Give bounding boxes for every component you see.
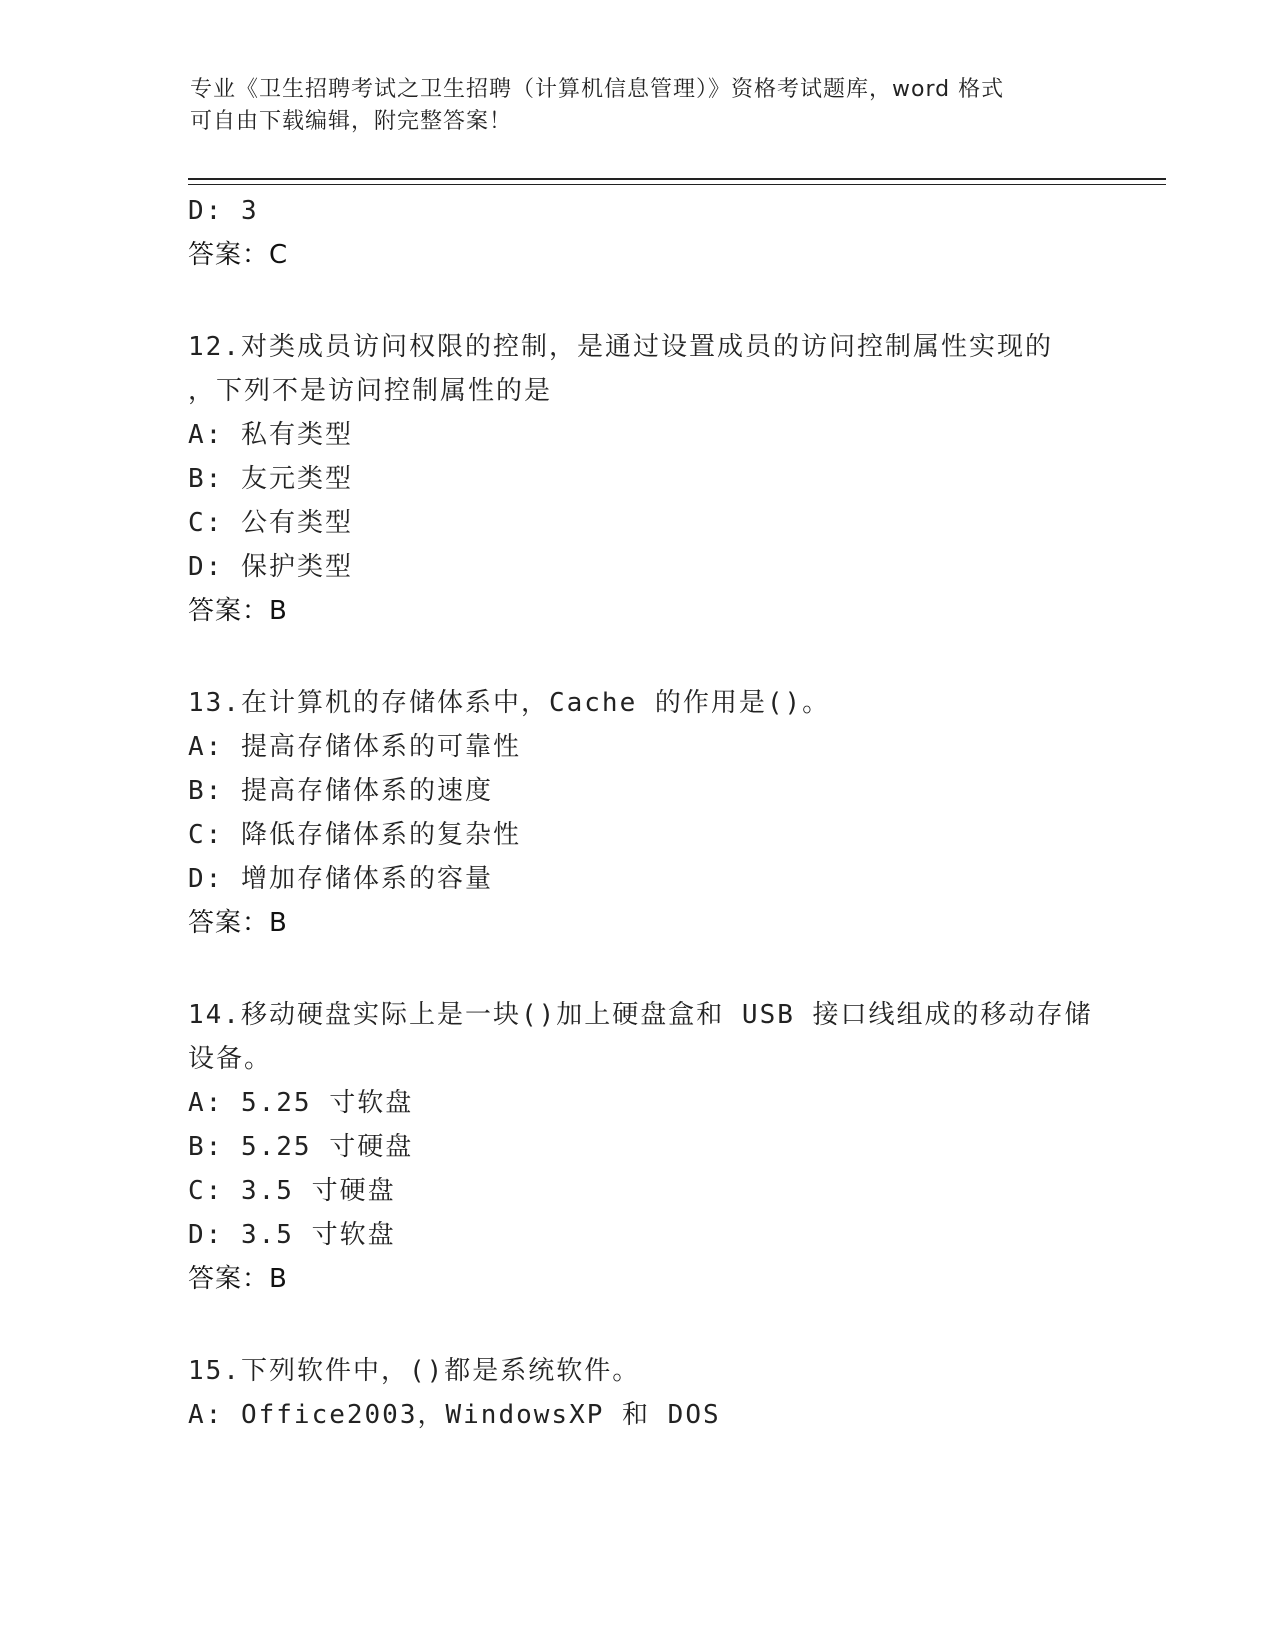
- q12-stem-line-1: 12.对类成员访问权限的控制，是通过设置成员的访问控制属性实现的: [188, 332, 1053, 362]
- q13-option-c: C: 降低存储体系的复杂性: [188, 820, 521, 850]
- header-divider-thin: [188, 184, 1166, 185]
- q13-option-a: A: 提高存储体系的可靠性: [188, 732, 521, 762]
- q12-option-d: D: 保护类型: [188, 552, 353, 582]
- q12-option-b: B: 友元类型: [188, 464, 353, 494]
- q12-stem-line-2: ，下列不是访问控制属性的是: [188, 376, 553, 406]
- header-line-2: 可自由下载编辑，附完整答案！: [190, 109, 513, 134]
- q14-option-c: C: 3.5 寸硬盘: [188, 1176, 396, 1206]
- q13-option-d: D: 增加存储体系的容量: [188, 864, 493, 894]
- q14-option-b: B: 5.25 寸硬盘: [188, 1132, 414, 1162]
- q12-answer: 答案：B: [188, 596, 288, 626]
- q13-stem: 13.在计算机的存储体系中，Cache 的作用是()。: [188, 688, 831, 718]
- answer-prev: 答案：C: [188, 240, 289, 270]
- header-divider-thick: [188, 178, 1166, 180]
- q15-stem: 15.下列软件中，()都是系统软件。: [188, 1356, 641, 1386]
- q12-option-c: C: 公有类型: [188, 508, 353, 538]
- q13-option-b: B: 提高存储体系的速度: [188, 776, 493, 806]
- q13-answer: 答案：B: [188, 908, 288, 938]
- q14-stem-line-1: 14.移动硬盘实际上是一块()加上硬盘盒和 USB 接口线组成的移动存储: [188, 1000, 1093, 1030]
- q14-stem-line-2: 设备。: [188, 1044, 273, 1074]
- q12-option-a: A: 私有类型: [188, 420, 353, 450]
- option-d-prev: D: 3: [188, 196, 259, 226]
- q15-option-a: A: Office2003，WindowsXP 和 DOS: [188, 1400, 721, 1430]
- q14-option-a: A: 5.25 寸软盘: [188, 1088, 414, 1118]
- document-header: [190, 74, 1090, 138]
- header-line-1: 专业《卫生招聘考试之卫生招聘（计算机信息管理）》资格考试题库，word 格式: [190, 77, 1005, 102]
- q14-answer: 答案：B: [188, 1264, 288, 1294]
- q14-option-d: D: 3.5 寸软盘: [188, 1220, 396, 1250]
